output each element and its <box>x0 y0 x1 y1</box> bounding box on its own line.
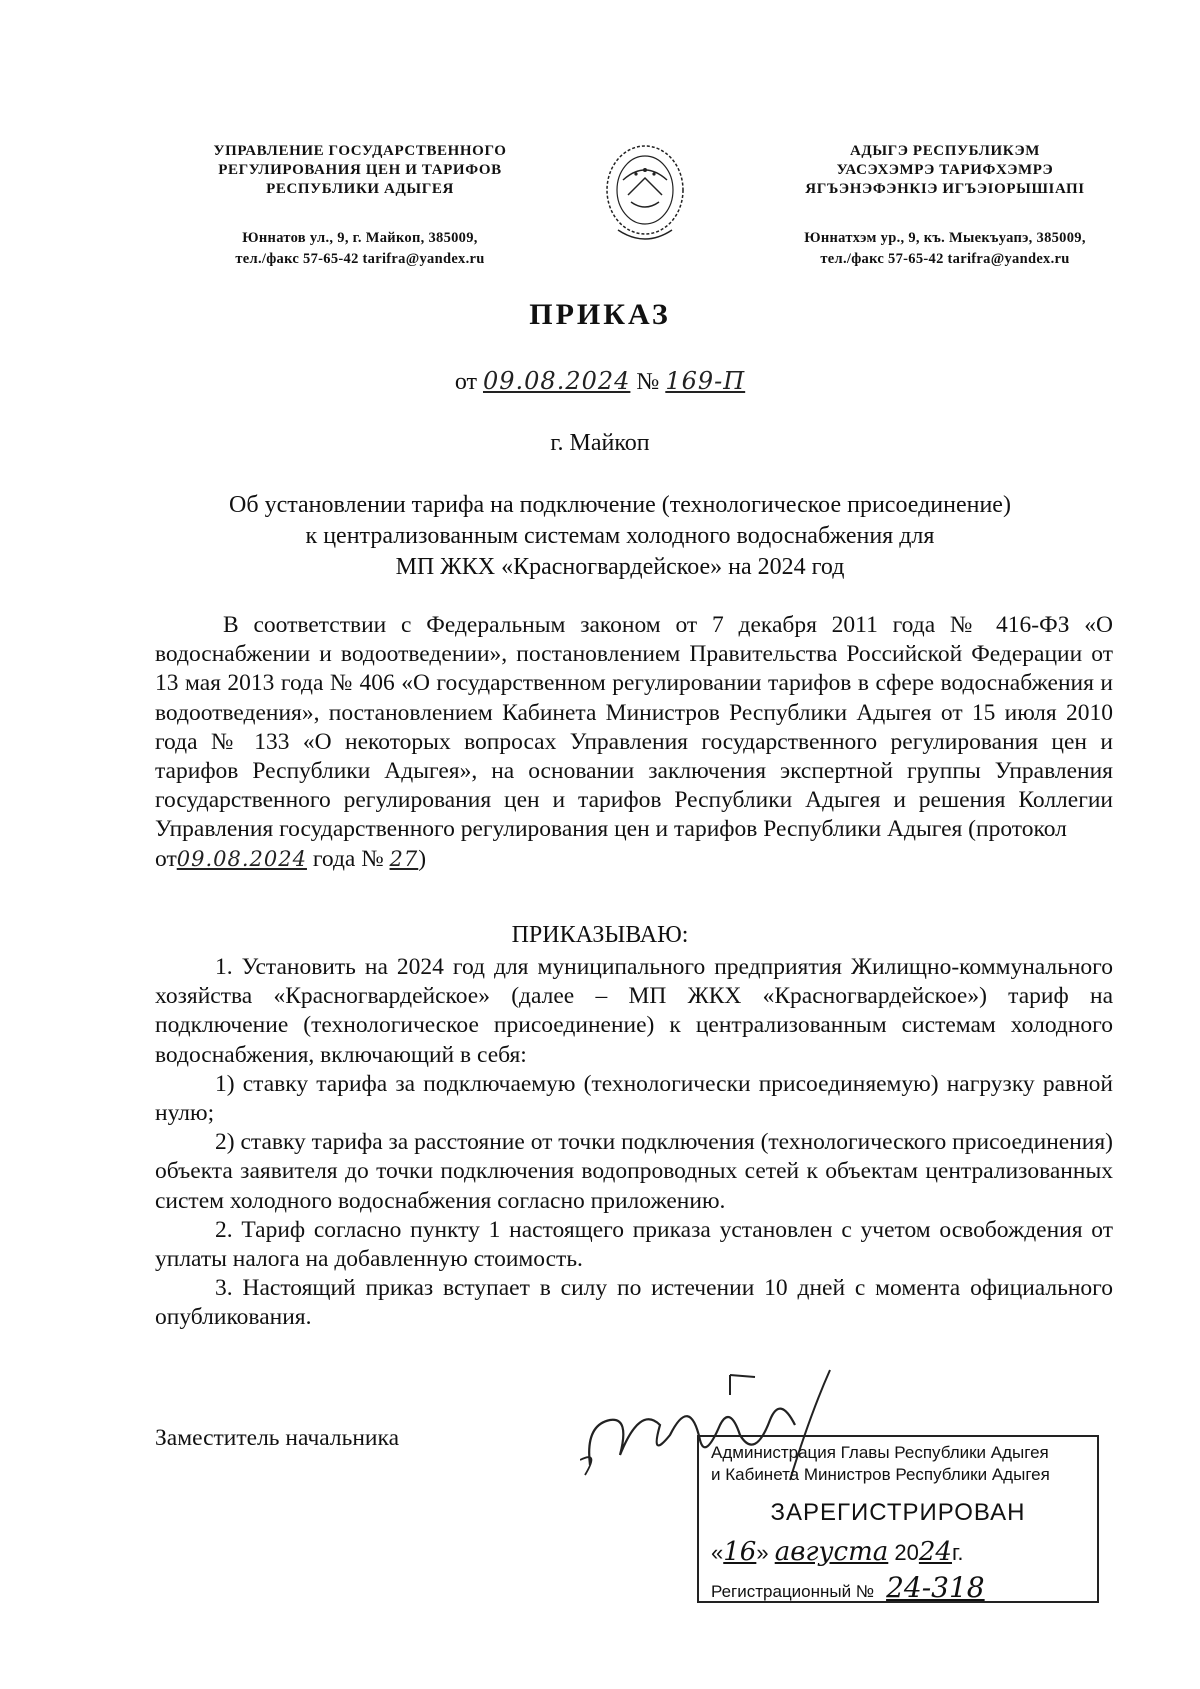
protocol-prefix: от <box>155 845 177 872</box>
header-right-line: ЯГЪЭНЭФЭНКIЭ ИГЪЭIОРЫШIАПI <box>805 181 1085 197</box>
stamp-year-end: г. <box>951 1540 964 1565</box>
stamp-day-handwritten: 16 <box>723 1537 757 1567</box>
order-items <box>155 953 1113 1333</box>
stamp-reg-number-handwritten: 24-318 <box>886 1571 985 1604</box>
header-left-address-line: тел./факс 57-65-42 tarifra@yandex.ru <box>235 251 485 267</box>
stamp-year-prefix: 20 <box>894 1540 919 1565</box>
protocol-number-handwritten: 27 <box>389 846 419 871</box>
preamble-body: В соответствии с Федеральным законом от 7 декабря 2011 года № 416-ФЗ «О водоснабжении и водоотведении», постановлением Правительства Российской Федерации от 13 мая 2013 года № 406 «О государственном регулировании тарифов в сфере водоснабжения и водоотведения», постановлением Кабинета Министров Республики Адыгея от 15 июля 2010 года № 133 «О некоторых вопросах Управления государственного регулирования цен и тарифов Республики Адыгея», на основании заключения экспертной группы Управления государственного регулирования цен и тарифов Республики Адыгея и решения Коллегии Управления государственного регулирования цен и тарифов Республики Адыгея (протокол <box>155 612 1113 843</box>
protocol-date-handwritten: 09.08.2024 <box>176 846 307 871</box>
stamp-date: «16» августа 2024г. <box>711 1537 964 1567</box>
subject-line: Об установлении тарифа на подключение (технологическое присоединение) <box>229 492 1011 518</box>
stamp-line-2: и Кабинета Министров Республики Адыгея <box>711 1465 1050 1484</box>
order-subitem: 1) ставку тарифа за подключаемую (технологически присоединяемую) нагрузку равной нулю; <box>155 1070 1113 1127</box>
order-number-sign: № <box>636 369 660 395</box>
protocol-suffix: ) <box>418 845 427 872</box>
order-item: 2. Тариф согласно пункту 1 настоящего приказа установлен с учетом освобождения от уплаты налога на добавленную стоимость. <box>155 1216 1113 1273</box>
header-right-line: АДЫГЭ РЕСПУБЛИКЭМ <box>849 143 1040 159</box>
preamble-paragraph <box>155 611 1113 874</box>
preamble-text <box>155 611 1113 874</box>
document-subject <box>150 490 1090 583</box>
header-left-address-line: Юннатов ул., 9, г. Майкоп, 385009, <box>242 230 478 246</box>
stamp-line-1: Администрация Главы Республики Адыгея <box>711 1443 1049 1462</box>
order-item: 3. Настоящий приказ вступает в силу по истечении 10 дней с момента официального опубликования. <box>155 1275 1113 1331</box>
header-left-line: РЕГУЛИРОВАНИЯ ЦЕН И ТАРИФОВ <box>218 162 502 178</box>
signatory-title: Заместитель начальника <box>155 1425 399 1451</box>
subject-line: к централизованным системам холодного водоснабжения для <box>305 523 935 549</box>
order-date-handwritten: 09.08.2024 <box>482 367 631 395</box>
registration-stamp <box>697 1435 1099 1603</box>
city: г. Майкоп <box>550 430 650 456</box>
order-number-handwritten: 169-П <box>665 367 746 395</box>
header-left-line: РЕСПУБЛИКИ АДЫГЕЯ <box>266 181 454 197</box>
stamp-month-handwritten: августа <box>774 1537 889 1567</box>
document-title: ПРИКАЗ <box>529 298 671 331</box>
header-left-organization <box>160 142 560 199</box>
order-subitem: 2) ставку тарифа за расстояние от точки подключения (технологического присоединения) объекта заявителя до точки подключения водопроводных сетей к объектам централизованных систем холодного водоснабжения согласно приложению. <box>155 1129 1113 1214</box>
header-right-address-line: тел./факс 57-65-42 tarifra@yandex.ru <box>820 251 1070 267</box>
protocol-mid: года № <box>312 845 384 872</box>
order-directive-heading: ПРИКАЗЫВАЮ: <box>511 922 689 948</box>
header-left-address <box>160 228 560 270</box>
order-date-number <box>0 367 1200 396</box>
header-right-address-line: Юннатхэм ур., 9, къ. Мыекъуапэ, 385009, <box>804 230 1086 246</box>
order-prefix: от <box>454 369 477 395</box>
stamp-registration <box>711 1571 985 1604</box>
header-right-address <box>745 228 1145 270</box>
header-right-line: УАСЭХЭМРЭ ТАРИФХЭМРЭ <box>836 162 1054 178</box>
stamp-year-handwritten: 24 <box>918 1537 952 1567</box>
header-left-line: УПРАВЛЕНИЕ ГОСУДАРСТВЕННОГО <box>213 143 507 159</box>
stamp-reg-label: Регистрационный № <box>711 1582 875 1601</box>
order-item: 1. Установить на 2024 год для муниципального предприятия Жилищно-коммунального хозяйства «Красногвардейское» (далее – МП ЖКХ «Красногвардейское») тариф на подключение (технологическое присоединение) к централизованным системам холодного водоснабжения, включающий в себя: <box>155 954 1113 1068</box>
subject-line: МП ЖКХ «Красногвардейское» на 2024 год <box>395 554 845 580</box>
coat-of-arms-icon <box>598 140 692 250</box>
stamp-title: ЗАРЕГИСТРИРОВАН <box>770 1499 1026 1526</box>
header-right-organization <box>745 142 1145 199</box>
